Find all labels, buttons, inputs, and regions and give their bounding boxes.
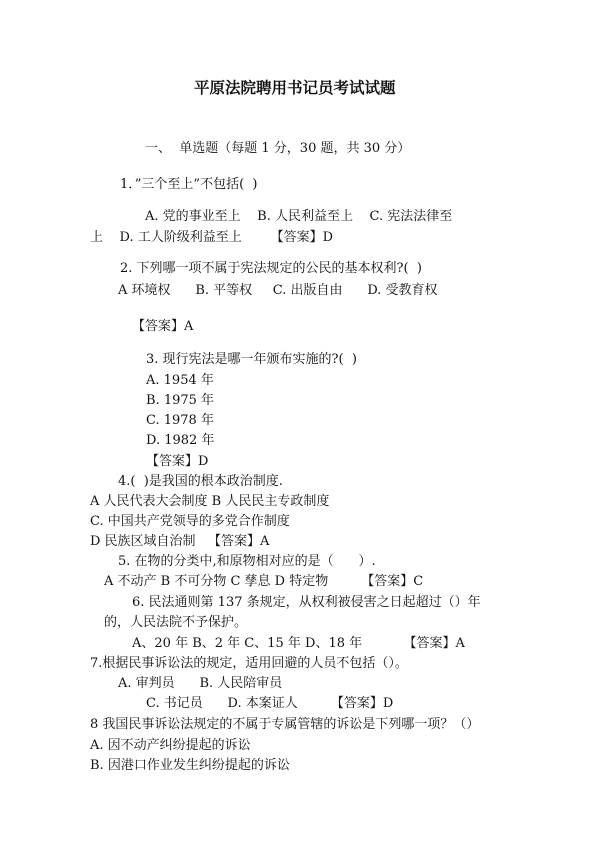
q7-options-line2: C. 书记员 D. 本案证人 【答案】D	[146, 696, 394, 711]
q3-answer: 【答案】D	[146, 454, 209, 469]
q6-stem-line1: 6. 民法通则第 137 条规定，从权利被侵害之日起超过（）年	[132, 595, 481, 610]
document-title: 平原法院聘用书记员考试试题	[194, 78, 396, 97]
q3-stem: 3. 现行宪法是哪一年颁布实施的?( )	[146, 352, 357, 367]
q8-option-b: B. 因港口作业发生纠纷提起的诉讼	[90, 758, 290, 773]
q2-answer: 【答案】A	[132, 319, 194, 334]
q2-options: A 环境权 B. 平等权 C. 出版自由 D. 受教育权	[118, 283, 438, 298]
q6-stem-line2: 的，人民法院不予保护。	[104, 615, 248, 630]
q4-options-line1: A 人民代表大会制度 B 人民民主专政制度	[90, 494, 330, 509]
q1-options-line1: A. 党的事业至上 B. 人民利益至上 C. 宪法法律至	[145, 209, 453, 224]
q1-stem: 1．”三个至上”不包括( )	[120, 177, 258, 192]
q7-stem: 7.根据民事诉讼法的规定，适用回避的人员不包括（）。	[90, 656, 408, 671]
q8-option-a: A. 因不动产纠纷提起的诉讼	[90, 738, 251, 753]
q1-options-line2: 上 D. 工人阶级利益至上 【答案】D	[90, 230, 334, 245]
q3-option-a: A. 1954 年	[146, 373, 214, 388]
q5-options: A 不动产 B 不可分物 C 孳息 D 特定物 【答案】C	[104, 574, 424, 589]
q8-stem: 8 我国民事诉讼法规定的不属于专属管辖的诉讼是下列哪一项？（）	[90, 717, 480, 732]
q3-option-c: C. 1978 年	[146, 413, 214, 428]
q3-option-d: D. 1982 年	[146, 433, 215, 448]
q5-stem: 5. 在物的分类中,和原物相对应的是（ ）.	[118, 554, 376, 569]
q6-options: A、20 年 B、2 年 C、15 年 D、18 年 【答案】A	[132, 636, 465, 651]
section-heading: 一、 单选题（每题 1 分，30 题，共 30 分）	[145, 141, 411, 156]
q2-stem: 2. 下列哪一项不属于宪法规定的公民的基本权利?( )	[120, 261, 422, 276]
q3-option-b: B. 1975 年	[146, 393, 215, 408]
q4-options-line3: D 民族区域自治制 【答案】A	[90, 534, 270, 549]
q4-stem: 4.( )是我国的根本政治制度.	[118, 474, 283, 489]
q7-options-line1: A. 审判员 B. 人民陪审员	[118, 676, 283, 691]
q4-options-line2: C. 中国共产党领导的多党合作制度	[90, 514, 290, 529]
